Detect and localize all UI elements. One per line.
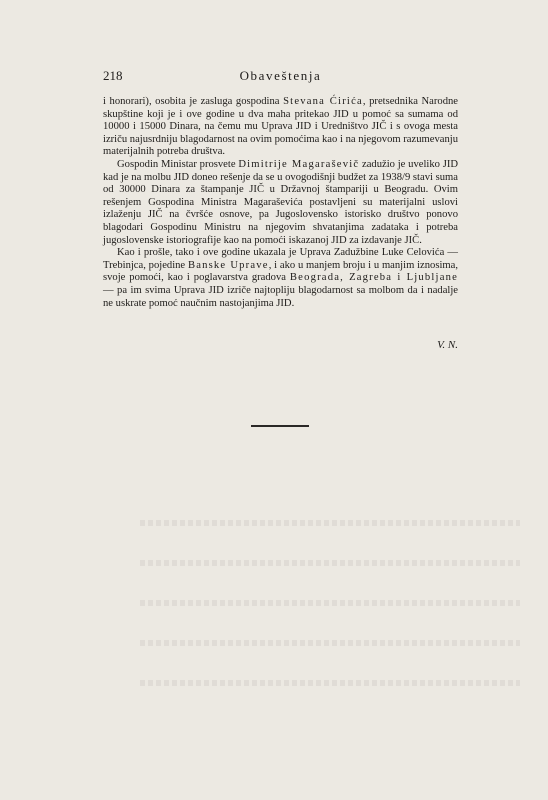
bleed-through-line — [140, 520, 520, 526]
page-number: 218 — [103, 68, 123, 83]
body-text — [103, 96, 458, 310]
page-header — [103, 68, 458, 86]
text-run: Kao i prošle, tako i ove godine ukazala je Uprava Zadužbine Luke Celovića — Trebinjca, pojedine — [103, 247, 458, 271]
section-divider — [251, 425, 309, 427]
text-run: zadužio je uveliko JID kad je na molbu JID doneo rešenje da se u ovogodišnji budžet za 1938/9 stavi suma od 30000 Dinara za štampanje JIČ u Državnoj štampariji u Beogradu. Ovim rešenjem Gospodina Ministra Magaraševića postavljeni su materijalni uslovi izlaženju JIČ na čvršće osnove, pa Jugoslovensko istorisko društvo ponovo blagodari Gospodinu Ministru na njegovim shvatanjima zadataka i potreba jugoslovenske istoriografije kao na pomoći iskazanoj JID za izdavanje JIČ. — [103, 158, 458, 246]
spaced-name: Dimitrije Magaraševič — [238, 158, 360, 170]
spaced-name: Banske Uprave — [187, 259, 269, 271]
text-run: Gospodin Ministar prosvete — [117, 158, 239, 170]
bleed-through-line — [140, 600, 520, 606]
paragraph — [103, 159, 458, 247]
spaced-name: Beograda, Zagreba i Ljubljane — [289, 272, 458, 284]
bleed-through-line — [140, 680, 520, 686]
bleed-through-line — [140, 560, 520, 566]
paragraph — [103, 247, 458, 310]
bleed-through-line — [140, 640, 520, 646]
text-run: i honorari), osobita je zasluga gospodina — [103, 96, 284, 107]
text-run: , i ako u manjem broju i u manjim iznosima, svoje pomoći, kao i poglavarstva gradova — [103, 259, 459, 284]
spaced-name: Stevana Ćirića — [283, 96, 363, 107]
signature: V. N. — [437, 339, 458, 351]
paragraph — [103, 96, 458, 159]
text-run: — pa im svima Uprava JID izriče najtopliju blagodarnost sa molbom da i nadalje ne uskrate pomoć naučnim nastojanjima JID. — [103, 284, 458, 309]
text-run: , pretsednika Narodne skupštine koji je i ove godine u dva maha pritekao JID u pomoć sa sumama od 10000 i 15000 Dinara, na čemu mu Uprava JID i Uredništvo JIČ i s ovoga mesta izriču najusrdniju blagodarnost na ovim pomoćima kao i na njegovom razumevanju materijalnih potreba društva. — [103, 96, 459, 158]
running-title: Obaveštenja — [239, 68, 322, 83]
